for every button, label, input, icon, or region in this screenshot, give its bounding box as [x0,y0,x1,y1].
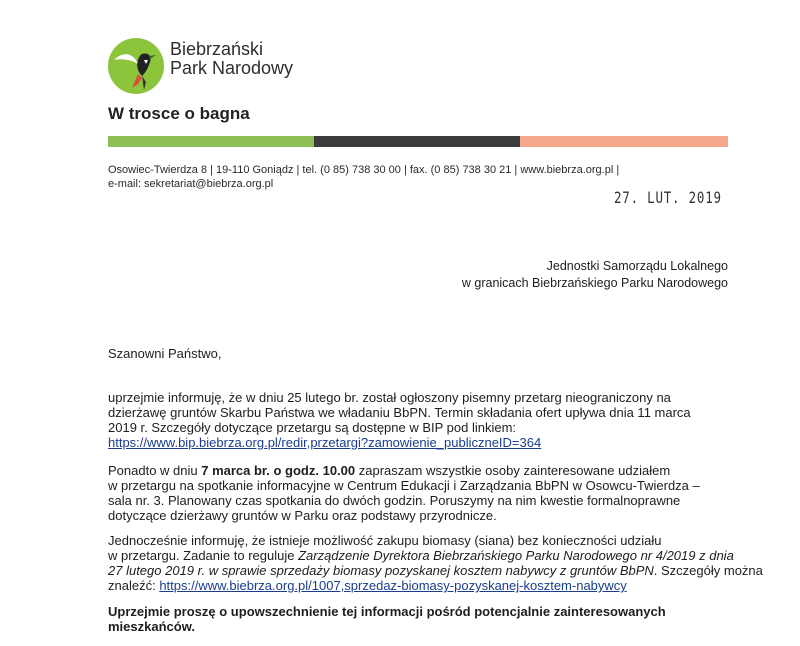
greeting: Szanowni Państwo, [108,346,222,361]
date-stamp: 27. LUT. 2019 [614,188,722,207]
paragraph-line: dzierżawę gruntów Skarbu Państwa we władaniu BbPN. Termin składania ofert upływa dnia 11 marca [108,405,691,420]
paragraph-line: sala nr. 3. Planowany czas spotkania do dwóch godzin. Poruszymy na nim kwestie formalnoprawne [108,493,681,508]
paragraph-text: . Szczegóły można [653,563,763,578]
paragraph-line: dotyczące dzierżawy gruntów w Parku oraz podstawy przyrodnicze. [108,508,497,523]
color-stripe-salmon [520,136,728,147]
bip-tender-link[interactable]: https://www.bip.biebrza.org.pl/redir,przetargi?zamowienie_publiczneID=364 [108,435,542,450]
park-name [170,40,293,78]
paragraph-text: znaleźć: [108,578,160,593]
contact-info [108,163,619,191]
bird-logo-icon [108,38,164,94]
paragraph-tender [108,390,728,450]
regulation-title: 27 lutego 2019 r. w sprawie sprzedaży biomasy pozyskanej kosztem nabywcy z gruntów BbPN [108,563,654,578]
motto: W trosce o bagna [108,104,250,123]
paragraph-line: Jednocześnie informuję, że istnieje możliwość zakupu biomasy (siana) bez konieczności udziału [108,533,662,548]
paragraph-line: w przetargu na spotkanie informacyjne w Centrum Edukacji i Zarządzania BbPN w Osowcu-Twierdza – [108,478,700,493]
recipient-line1: Jednostki Samorządu Lokalnego [546,259,728,273]
paragraph-line: mieszkańców. [108,619,195,634]
paragraph-meeting [108,463,728,523]
contact-email-line: e-mail: sekretariat@biebrza.org.pl [108,178,274,190]
color-stripe-green [108,136,314,147]
regulation-title: Zarządzenie Dyrektora Biebrzańskiego Parku Narodowego nr 4/2019 z dnia [298,548,734,563]
recipient-line2: w granicach Biebrzańskiego Parku Narodowego [461,276,728,290]
meeting-date: 7 marca br. o godz. 10.00 [201,463,356,478]
paragraph-line: 2019 r. Szczegóły dotyczące przetargu są dostępne w BIP pod linkiem: [108,420,517,435]
park-name-line1: Biebrzański [170,39,264,59]
contact-address-line: Osowiec-Twierdza 8 | 19-110 Goniądz | tel. (0 85) 738 30 00 | fax. (0 85) 738 30 21 | www.biebrza.org.pl | [108,164,620,176]
park-logo [108,38,164,94]
paragraph-line: uprzejmie informuję, że w dniu 25 lutego br. został ogłoszony pisemny przetarg nieograniczony na [108,390,671,405]
biomass-sale-link[interactable]: https://www.biebrza.org.pl/1007,sprzedaz-biomasy-pozyskanej-kosztem-nabywcy [159,578,627,593]
color-stripe-dark [314,136,520,147]
park-name-line2: Park Narodowy [170,58,294,78]
paragraph-text: Ponadto w dniu [108,463,202,478]
paragraph-biomass [108,533,763,593]
paragraph-line: Uprzejmie proszę o upowszechnienie tej informacji pośród potencjalnie zainteresowanych [108,604,666,619]
recipient-block [462,258,728,292]
paragraph-text: zapraszam wszystkie osoby zainteresowane udziałem [355,463,671,478]
paragraph-text: w przetargu. Zadanie to reguluje [108,548,299,563]
paragraph-request [108,604,728,634]
